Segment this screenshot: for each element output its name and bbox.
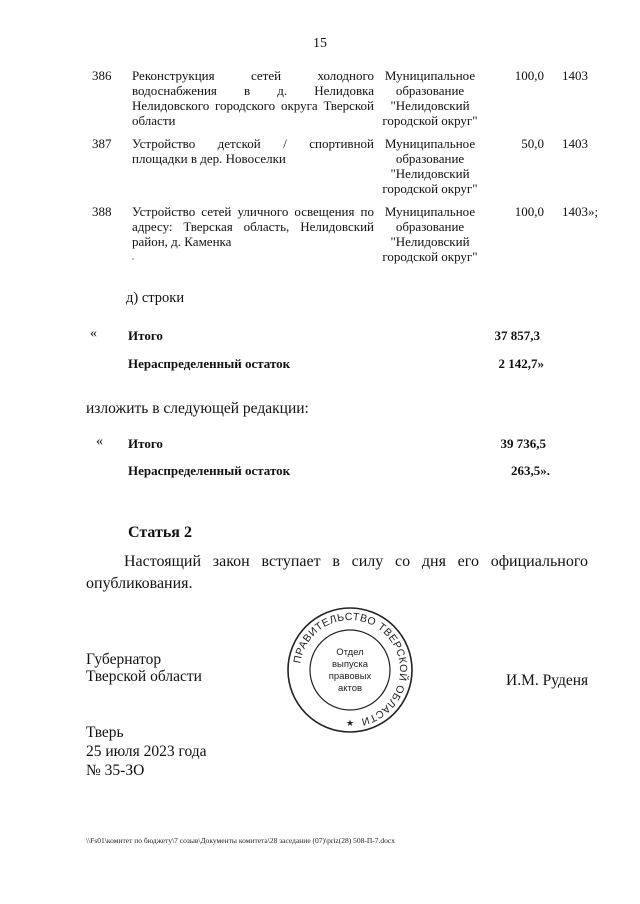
remainder-label: Нераспределенный остаток	[128, 463, 291, 478]
total-value: 39 736,5	[500, 436, 546, 451]
section-d-label: д) строки	[126, 290, 185, 306]
remainder-value: 2 142,7»	[498, 356, 544, 371]
place: Тверь	[86, 724, 124, 741]
row-owner: Муниципальное образование "Нелидовский городской округ"	[382, 68, 478, 128]
law-number: № 35-ЗО	[86, 762, 145, 779]
article-title: Статья 2	[128, 524, 192, 541]
article-text-line1: Настоящий закон вступает в силу со дня его официального	[124, 553, 588, 570]
open-quote: «	[90, 326, 97, 341]
signer-position-line1: Губернатор	[86, 651, 162, 668]
remainder-value: 263,5».	[511, 463, 550, 478]
row-owner: Муниципальное образование "Нелидовский городской округ"	[382, 136, 478, 196]
row-name: Устройство сетей уличного освещения по адресу: Тверская область, Нелидовский район, д. Каменка	[132, 204, 374, 249]
signer-position-line2: Тверской области	[86, 668, 202, 685]
stamp-ring-text: ПРАВИТЕЛЬСТВО ТВЕРСКОЙ ОБЛАСТИ	[291, 610, 410, 728]
file-path-footer: \\Fs01\комитет по бюджету\7 созыв\Документы комитета\28 заседание (07)\priz(28) 508-П-7.docx	[86, 836, 395, 845]
row-code: 1403»;	[562, 204, 599, 219]
row-number: 387	[92, 136, 112, 151]
row-owner: Муниципальное образование "Нелидовский городской округ"	[382, 204, 478, 264]
star-icon: ★	[345, 718, 355, 728]
row-code: 1403	[562, 68, 588, 83]
stamp-center-line: Отдел	[336, 647, 364, 658]
row-number: 386	[92, 68, 112, 83]
article-text-line2: опубликования.	[86, 575, 193, 592]
date: 25 июля 2023 года	[86, 743, 207, 760]
row-name: Устройство детской / спортивной площадки в дер. Новоселки	[132, 136, 374, 166]
row-amount: 100,0	[514, 204, 544, 219]
stamp-center-line: правовых	[328, 671, 372, 682]
remainder-label: Нераспределенный остаток	[128, 356, 291, 371]
stamp-seal	[286, 606, 414, 734]
open-quote: «	[96, 434, 103, 449]
row-amount: 100,0	[514, 68, 544, 83]
row-amount: 50,0	[521, 136, 544, 151]
row-number: 388	[92, 204, 112, 219]
scan-speck	[132, 258, 134, 260]
stamp-center-line: выпуска	[331, 659, 369, 670]
page-number: 15	[313, 36, 327, 51]
row-name: Реконструкция сетей холодного водоснабжения в д. Нелидовка Нелидовского городского округа Тверской области	[132, 68, 374, 128]
signer-name: И.М. Руденя	[506, 672, 589, 689]
total-label: Итого	[128, 328, 163, 343]
change-phrase: изложить в следующей редакции:	[86, 400, 309, 417]
official-stamp	[286, 606, 414, 734]
total-value: 37 857,3	[494, 328, 540, 343]
stamp-center-line: актов	[337, 683, 363, 694]
row-code: 1403	[562, 136, 588, 151]
total-label: Итого	[128, 436, 163, 451]
